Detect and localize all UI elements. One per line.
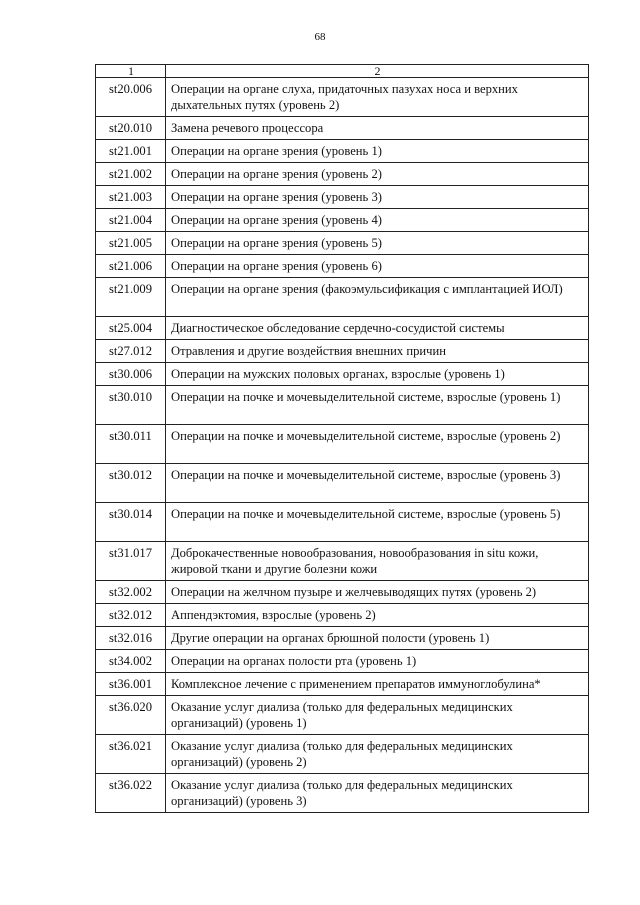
row-name: Операции на органах полости рта (уровень 1) (166, 650, 589, 673)
column-header-name: 2 (166, 65, 589, 78)
table-row (96, 163, 589, 186)
table-row (96, 581, 589, 604)
row-code: st34.002 (96, 650, 166, 673)
row-name: Операции на желчном пузыре и желчевыводящих путях (уровень 2) (166, 581, 589, 604)
row-code: st20.006 (96, 78, 166, 117)
table-row (96, 464, 589, 503)
table-row (96, 650, 589, 673)
table-row (96, 140, 589, 163)
row-name: Другие операции на органах брюшной полости (уровень 1) (166, 627, 589, 650)
row-code: st30.010 (96, 386, 166, 425)
row-code: st21.009 (96, 278, 166, 317)
column-header-code: 1 (96, 65, 166, 78)
row-name: Операции на органе зрения (уровень 6) (166, 255, 589, 278)
table-row (96, 627, 589, 650)
table-header-row (96, 65, 589, 78)
row-name: Операции на органе зрения (уровень 2) (166, 163, 589, 186)
table-row (96, 363, 589, 386)
row-name: Диагностическое обследование сердечно-сосудистой системы (166, 317, 589, 340)
table-row (96, 255, 589, 278)
table-row (96, 232, 589, 255)
page-number: 68 (314, 31, 326, 43)
row-code: st20.010 (96, 117, 166, 140)
row-code: st36.001 (96, 673, 166, 696)
procedures-table (95, 64, 589, 813)
row-name: Замена речевого процессора (166, 117, 589, 140)
table-row (96, 186, 589, 209)
row-name: Операции на почке и мочевыделительной системе, взрослые (уровень 2) (166, 425, 589, 464)
row-name: Операции на органе зрения (уровень 1) (166, 140, 589, 163)
row-code: st21.003 (96, 186, 166, 209)
row-name: Отравления и другие воздействия внешних причин (166, 340, 589, 363)
row-name: Доброкачественные новообразования, новообразования in situ кожи, жировой ткани и другие болезни кожи (166, 542, 589, 581)
row-code: st31.017 (96, 542, 166, 581)
row-code: st30.011 (96, 425, 166, 464)
row-code: st21.004 (96, 209, 166, 232)
row-name: Оказание услуг диализа (только для федеральных медицинских организаций) (уровень 1) (166, 696, 589, 735)
row-name: Операции на почке и мочевыделительной системе, взрослые (уровень 3) (166, 464, 589, 503)
row-name: Аппендэктомия, взрослые (уровень 2) (166, 604, 589, 627)
row-code: st32.012 (96, 604, 166, 627)
row-name: Операции на почке и мочевыделительной системе, взрослые (уровень 5) (166, 503, 589, 542)
row-name: Операции на мужских половых органах, взрослые (уровень 1) (166, 363, 589, 386)
row-name: Операции на органе зрения (факоэмульсификация с имплантацией ИОЛ) (166, 278, 589, 317)
row-code: st36.022 (96, 774, 166, 813)
table-row (96, 774, 589, 813)
row-name: Оказание услуг диализа (только для федеральных медицинских организаций) (уровень 2) (166, 735, 589, 774)
table-row (96, 209, 589, 232)
row-code: st25.004 (96, 317, 166, 340)
table-row (96, 425, 589, 464)
row-name: Операции на органе зрения (уровень 4) (166, 209, 589, 232)
row-name: Операции на органе зрения (уровень 3) (166, 186, 589, 209)
row-code: st36.020 (96, 696, 166, 735)
table-row (96, 386, 589, 425)
row-code: st21.001 (96, 140, 166, 163)
table-row (96, 117, 589, 140)
table-row (96, 673, 589, 696)
row-name: Операции на органе слуха, придаточных пазухах носа и верхних дыхательных путях (уровень 2) (166, 78, 589, 117)
table-row (96, 78, 589, 117)
row-name: Операции на органе зрения (уровень 5) (166, 232, 589, 255)
table-row (96, 604, 589, 627)
row-code: st30.006 (96, 363, 166, 386)
row-code: st21.006 (96, 255, 166, 278)
table-row (96, 542, 589, 581)
row-code: st36.021 (96, 735, 166, 774)
row-code: st32.002 (96, 581, 166, 604)
row-code: st21.002 (96, 163, 166, 186)
row-code: st32.016 (96, 627, 166, 650)
row-code: st30.012 (96, 464, 166, 503)
row-code: st30.014 (96, 503, 166, 542)
table-row (96, 696, 589, 735)
table-row (96, 340, 589, 363)
table-row (96, 278, 589, 317)
row-code: st27.012 (96, 340, 166, 363)
row-name: Комплексное лечение с применением препаратов иммуноглобулина* (166, 673, 589, 696)
row-name: Операции на почке и мочевыделительной системе, взрослые (уровень 1) (166, 386, 589, 425)
table-row (96, 735, 589, 774)
table-row (96, 503, 589, 542)
row-code: st21.005 (96, 232, 166, 255)
row-name: Оказание услуг диализа (только для федеральных медицинских организаций) (уровень 3) (166, 774, 589, 813)
table-row (96, 317, 589, 340)
